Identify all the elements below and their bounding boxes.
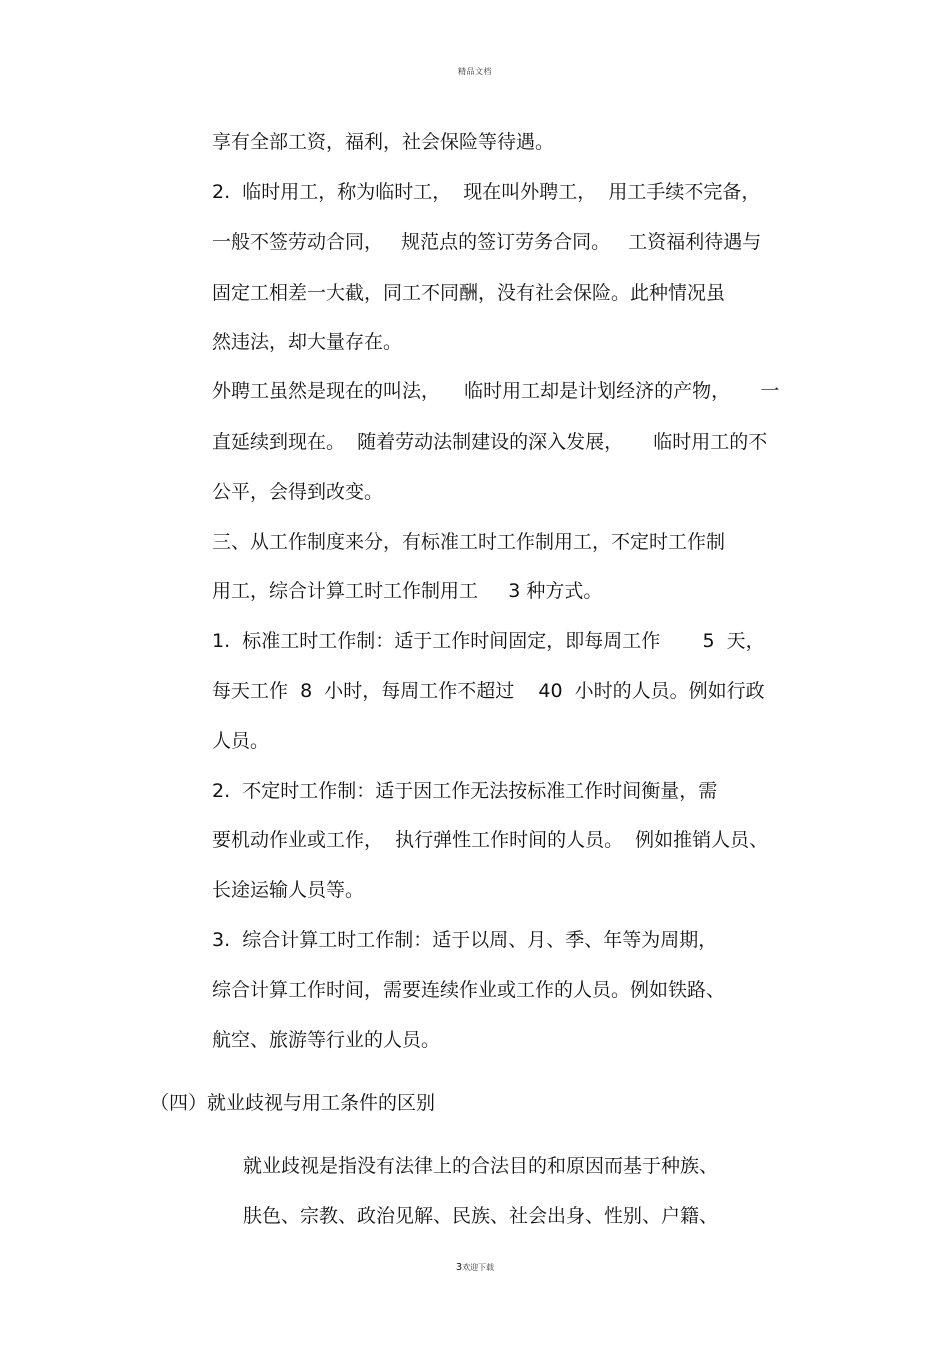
text-line: 2. 临时用工，称为临时工， 现在叫外聘工， 用工手续不完备， xyxy=(212,181,761,203)
text-line: 每天工作 8 小时，每周工作不超过 40 小时的人员。例如行政 xyxy=(212,680,765,702)
text-line: 要机动作业或工作， 执行弹性工作时间的人员。 例如推销人员、 xyxy=(212,829,769,851)
text-line: 2. 不定时工作制：适于因工作无法按标准工作时间衡量，需 xyxy=(212,780,718,802)
text-line: 就业歧视是指没有法律上的合法目的和原因而基于种族、 xyxy=(243,1155,719,1177)
footer-text: 欢迎下载 xyxy=(462,1263,495,1272)
page-footer xyxy=(0,1262,950,1273)
text-line: 肤色、宗教、政治见解、民族、社会出身、性别、户籍、 xyxy=(243,1205,719,1227)
text-line: 1. 标准工时工作制：适于工作时间固定，即每周工作 5 天， xyxy=(212,630,765,652)
text-line: 然违法，却大量存在。 xyxy=(212,331,403,353)
page-number: 3 xyxy=(455,1262,463,1273)
text-line: 人员。 xyxy=(212,730,270,752)
text-line: 综合计算工作时间，需要连续作业或工作的人员。例如铁路、 xyxy=(212,979,726,1001)
text-line: 三、从工作制度来分，有标准工时工作制用工，不定时工作制 xyxy=(212,531,726,553)
text-line: 用工，综合计算工时工作制用工 3 种方式。 xyxy=(212,580,603,602)
text-line: 公平，会得到改变。 xyxy=(212,481,384,503)
text-line: 长途运输人员等。 xyxy=(212,879,365,901)
page-header: 精品文档 xyxy=(458,67,492,76)
section-heading: （四）就业歧视与用工条件的区别 xyxy=(150,1092,436,1114)
text-line: 航空、旅游等行业的人员。 xyxy=(212,1029,441,1051)
text-line: 一般不签劳动合同， 规范点的签订劳务合同。 工资福利待遇与 xyxy=(212,231,762,253)
text-line: 固定工相差一大截，同工不同酬，没有社会保险。此种情况虽 xyxy=(212,282,726,304)
text-line: 3. 综合计算工时工作制：适于以周、月、季、年等为周期， xyxy=(212,929,718,951)
text-line: 直延续到现在。 随着劳动法制建设的深入发展， 临时用工的不 xyxy=(212,431,768,453)
text-line: 享有全部工资，福利，社会保险等待遇。 xyxy=(212,131,555,153)
text-line: 外聘工虽然是现在的叫法， 临时用工却是计划经济的产物， 一 xyxy=(212,380,780,402)
